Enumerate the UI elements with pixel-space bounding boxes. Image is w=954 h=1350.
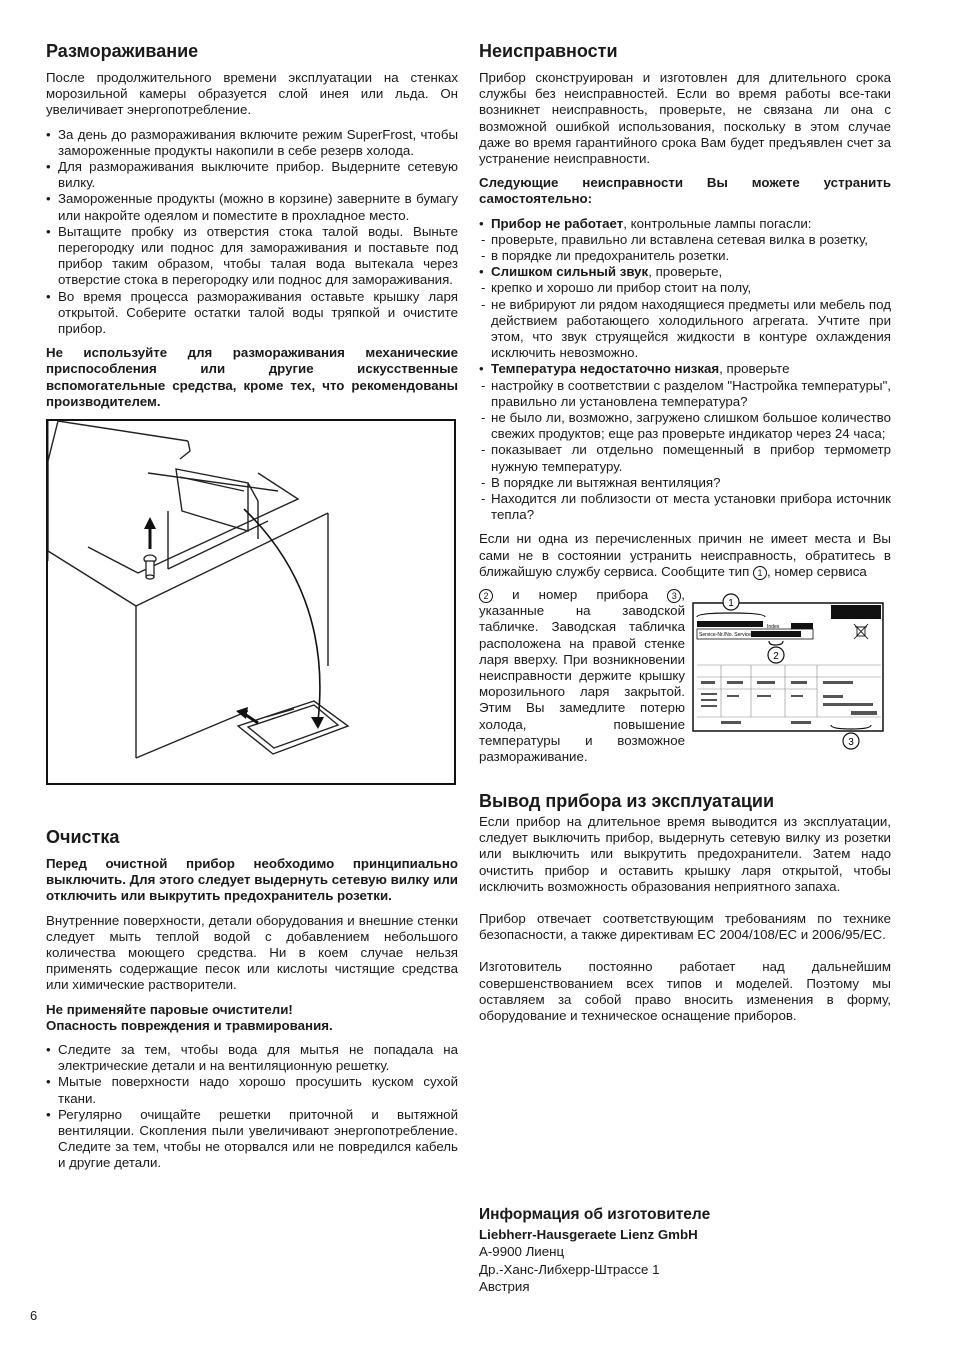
cleaning-warning: Перед очистной прибор необходимо принципиально выключить. Для этого следует выдернуть сетевую вилку или отключить или выкрутить предохранитель розетки. bbox=[46, 856, 458, 904]
list-item: • Замороженные продукты (можно в корзине) заверните в бумагу или накройте одеялом и поместите в прохладное место. bbox=[46, 191, 458, 223]
defrost-warning: Не используйте для размораживания механические приспособления или другие искусственные вспомогательные средства, кроме тех, что рекомендованы производителем. bbox=[46, 345, 458, 409]
decommission-p1: Если прибор на длительное время выводится из эксплуатации, следует выключить прибор, выдернуть сетевую вилку из розетки или выключить или выкрутить предохранители. Затем надо очистить прибор и оставить крышку ларя открытой, чтобы исключить возможность образования неприятного запаха. bbox=[479, 814, 891, 894]
list-item: - показывает ли отдельно помещенный в прибор термометр нужную температуру. bbox=[479, 442, 891, 474]
list-item: - в порядке ли предохранитель розетки. bbox=[479, 248, 891, 264]
manufacturer-address-line: A-9900 Лиенц bbox=[479, 1244, 565, 1260]
list-item: - Находится ли поблизости от места установки прибора источник тепла? bbox=[479, 491, 891, 523]
decommission-p2: Прибор отвечает соответствующим требованиям по технике безопасности, а также директивам ЕС 2004/108/ЕС и 2006/95/ЕС. bbox=[479, 911, 891, 943]
list-item: • За день до размораживания включите режим SuperFrost, чтобы замороженные продукты накопили в себе резерв холода. bbox=[46, 127, 458, 159]
marker-3-icon: 3 bbox=[667, 589, 681, 603]
page-number: 6 bbox=[30, 1308, 38, 1323]
manufacturer-address-line: Др.-Ханс-Либхерр-Штрассе 1 bbox=[479, 1261, 660, 1277]
decommission-section bbox=[479, 790, 891, 1032]
cleaning-title: Очистка bbox=[46, 827, 120, 847]
rating-plate-illustration bbox=[691, 593, 887, 769]
manufacturer-address-line: Австрия bbox=[479, 1279, 530, 1295]
list-item: - проверьте, правильно ли вставлена сетевая вилка в розетку, bbox=[479, 232, 891, 248]
svg-text:Service-Nr./No. Service: Service-Nr./No. Service bbox=[699, 632, 751, 638]
svg-text:Index: Index bbox=[767, 624, 780, 630]
faults-service-text-cont: 2 и номер прибора 3 , указанные на заводской табличке. Заводская табличка расположена на правой стенке ларя вверху. При возникновении неисправности держите крышку морозильного ларя закрытой. Этим Вы замедлите потерю холода, повышение температуры и возможное размораживание. bbox=[479, 587, 685, 765]
cleaning-intro: Внутренние поверхности, детали оборудования и внешние стенки следует мыть теплой водой с добавлением небольшого количества моющего средства. Ни в коем случае нельзя применять содержащие песок или кислоты чистящие средства или химические растворители. bbox=[46, 912, 458, 993]
cleaning-section bbox=[46, 826, 458, 1180]
decommission-p3: Изготовитель постоянно работает над дальнейшим совершенствованием всех типов и моделей. Поэтому мы оставляем за собой право вносить изменения в форму, оборудование и техническое оснащение приборов. bbox=[479, 959, 891, 1024]
defrost-section bbox=[46, 40, 458, 418]
list-item: • Температура недостаточно низкая, проверьте bbox=[479, 361, 891, 377]
defrost-title: Размораживание bbox=[46, 41, 199, 61]
svg-text:2: 2 bbox=[773, 651, 779, 662]
marker-2-icon: 2 bbox=[479, 589, 493, 603]
faults-service-text: Если ни одна из перечисленных причин не имеет места и Вы сами не в состоянии устранить неисправность, обратитесь в ближайшую службу сервиса. Сообщите тип 1 , номер сервиса bbox=[479, 531, 891, 579]
faults-intro: Прибор сконструирован и изготовлен для длительного срока службы без неисправностей. Если во время работы все-таки возникнет неисправность, проверьте, не связана ли она с возможной ошибкой использования, поскольку в этом случае даже во время гарантийного срока Вам будет предъявлен счет за устранение неисправности. bbox=[479, 70, 891, 167]
defrost-list bbox=[46, 127, 458, 338]
steam-warning bbox=[46, 1002, 458, 1034]
list-item: • Слишком сильный звук, проверьте, bbox=[479, 264, 891, 280]
list-item: • Следите за тем, чтобы вода для мытья не попадала на электрические детали и на вентиляционную решетку. bbox=[46, 1042, 458, 1074]
list-item: - В порядке ли вытяжная вентиляция? bbox=[479, 475, 891, 491]
faults-self-fix-heading: Следующие неисправности Вы можете устранить самостоятельно: bbox=[479, 175, 891, 207]
manufacturer-title: Информация об изготовителе bbox=[479, 1206, 711, 1223]
freezer-drawing bbox=[48, 421, 454, 783]
list-item: - настройку в соответствии с разделом "Настройка температуры", правильно ли установлена температура? bbox=[479, 378, 891, 410]
list-item: • Прибор не работает, контрольные лампы погасли: bbox=[479, 216, 891, 232]
list-item: - не вибрируют ли рядом находящиеся предметы или мебель под действием работающего холодильного агрегата. Учтите при этом, что звук струящейся жидкости в контуре охлаждения исключить невозможно. bbox=[479, 297, 891, 362]
list-item: • Мытые поверхности надо хорошо просушить куском сухой ткани. bbox=[46, 1074, 458, 1106]
faults-title: Неисправности bbox=[479, 41, 618, 61]
list-item: • Регулярно очищайте решетки приточной и вытяжной вентиляции. Скопления пыли увеличивают энергопотребление. Следите за тем, чтобы не оторвался или не повредился кабель и другие детали. bbox=[46, 1107, 458, 1172]
list-item: • Во время процесса размораживания оставьте крышку ларя открытой. Соберите остатки талой воды тряпкой и очистите прибор. bbox=[46, 289, 458, 338]
steam-warning-line2: Опасность повреждения и травмирования. bbox=[46, 1017, 333, 1033]
list-item: • Для размораживания выключите прибор. Выдерните сетевую вилку. bbox=[46, 159, 458, 191]
manufacturer-section bbox=[479, 1206, 891, 1296]
marker-1-icon: 1 bbox=[753, 566, 767, 580]
defrost-intro: После продолжительного времени эксплуатации на стенках морозильной камеры образуется слой инея или льда. Он увеличивает энергопотребление. bbox=[46, 70, 458, 118]
list-item: - крепко и хорошо ли прибор стоит на полу, bbox=[479, 280, 891, 296]
list-item: - не было ли, возможно, загружено слишком большое количество свежих продуктов; еще раз проверьте индикатор через 24 часа; bbox=[479, 410, 891, 442]
defrost-illustration bbox=[46, 419, 456, 785]
list-item: • Вытащите пробку из отверстия стока талой воды. Выньте перегородку или поднос для замораживания и поставьте под прибор таким образом, чтобы талая вода вытекала через отверстие стока в перегородку или поднос для замораживания. bbox=[46, 224, 458, 289]
steam-warning-line1: Не применяйте паровые очистители! bbox=[46, 1001, 293, 1017]
svg-text:1: 1 bbox=[728, 598, 734, 609]
decommission-title: Вывод прибора из эксплуатации bbox=[479, 791, 775, 811]
faults-section bbox=[479, 40, 891, 580]
cleaning-list bbox=[46, 1042, 458, 1172]
svg-text:3: 3 bbox=[848, 737, 854, 748]
manufacturer-company: Liebherr-Hausgeraete Lienz GmbH bbox=[479, 1226, 698, 1242]
faults-list bbox=[479, 216, 891, 524]
